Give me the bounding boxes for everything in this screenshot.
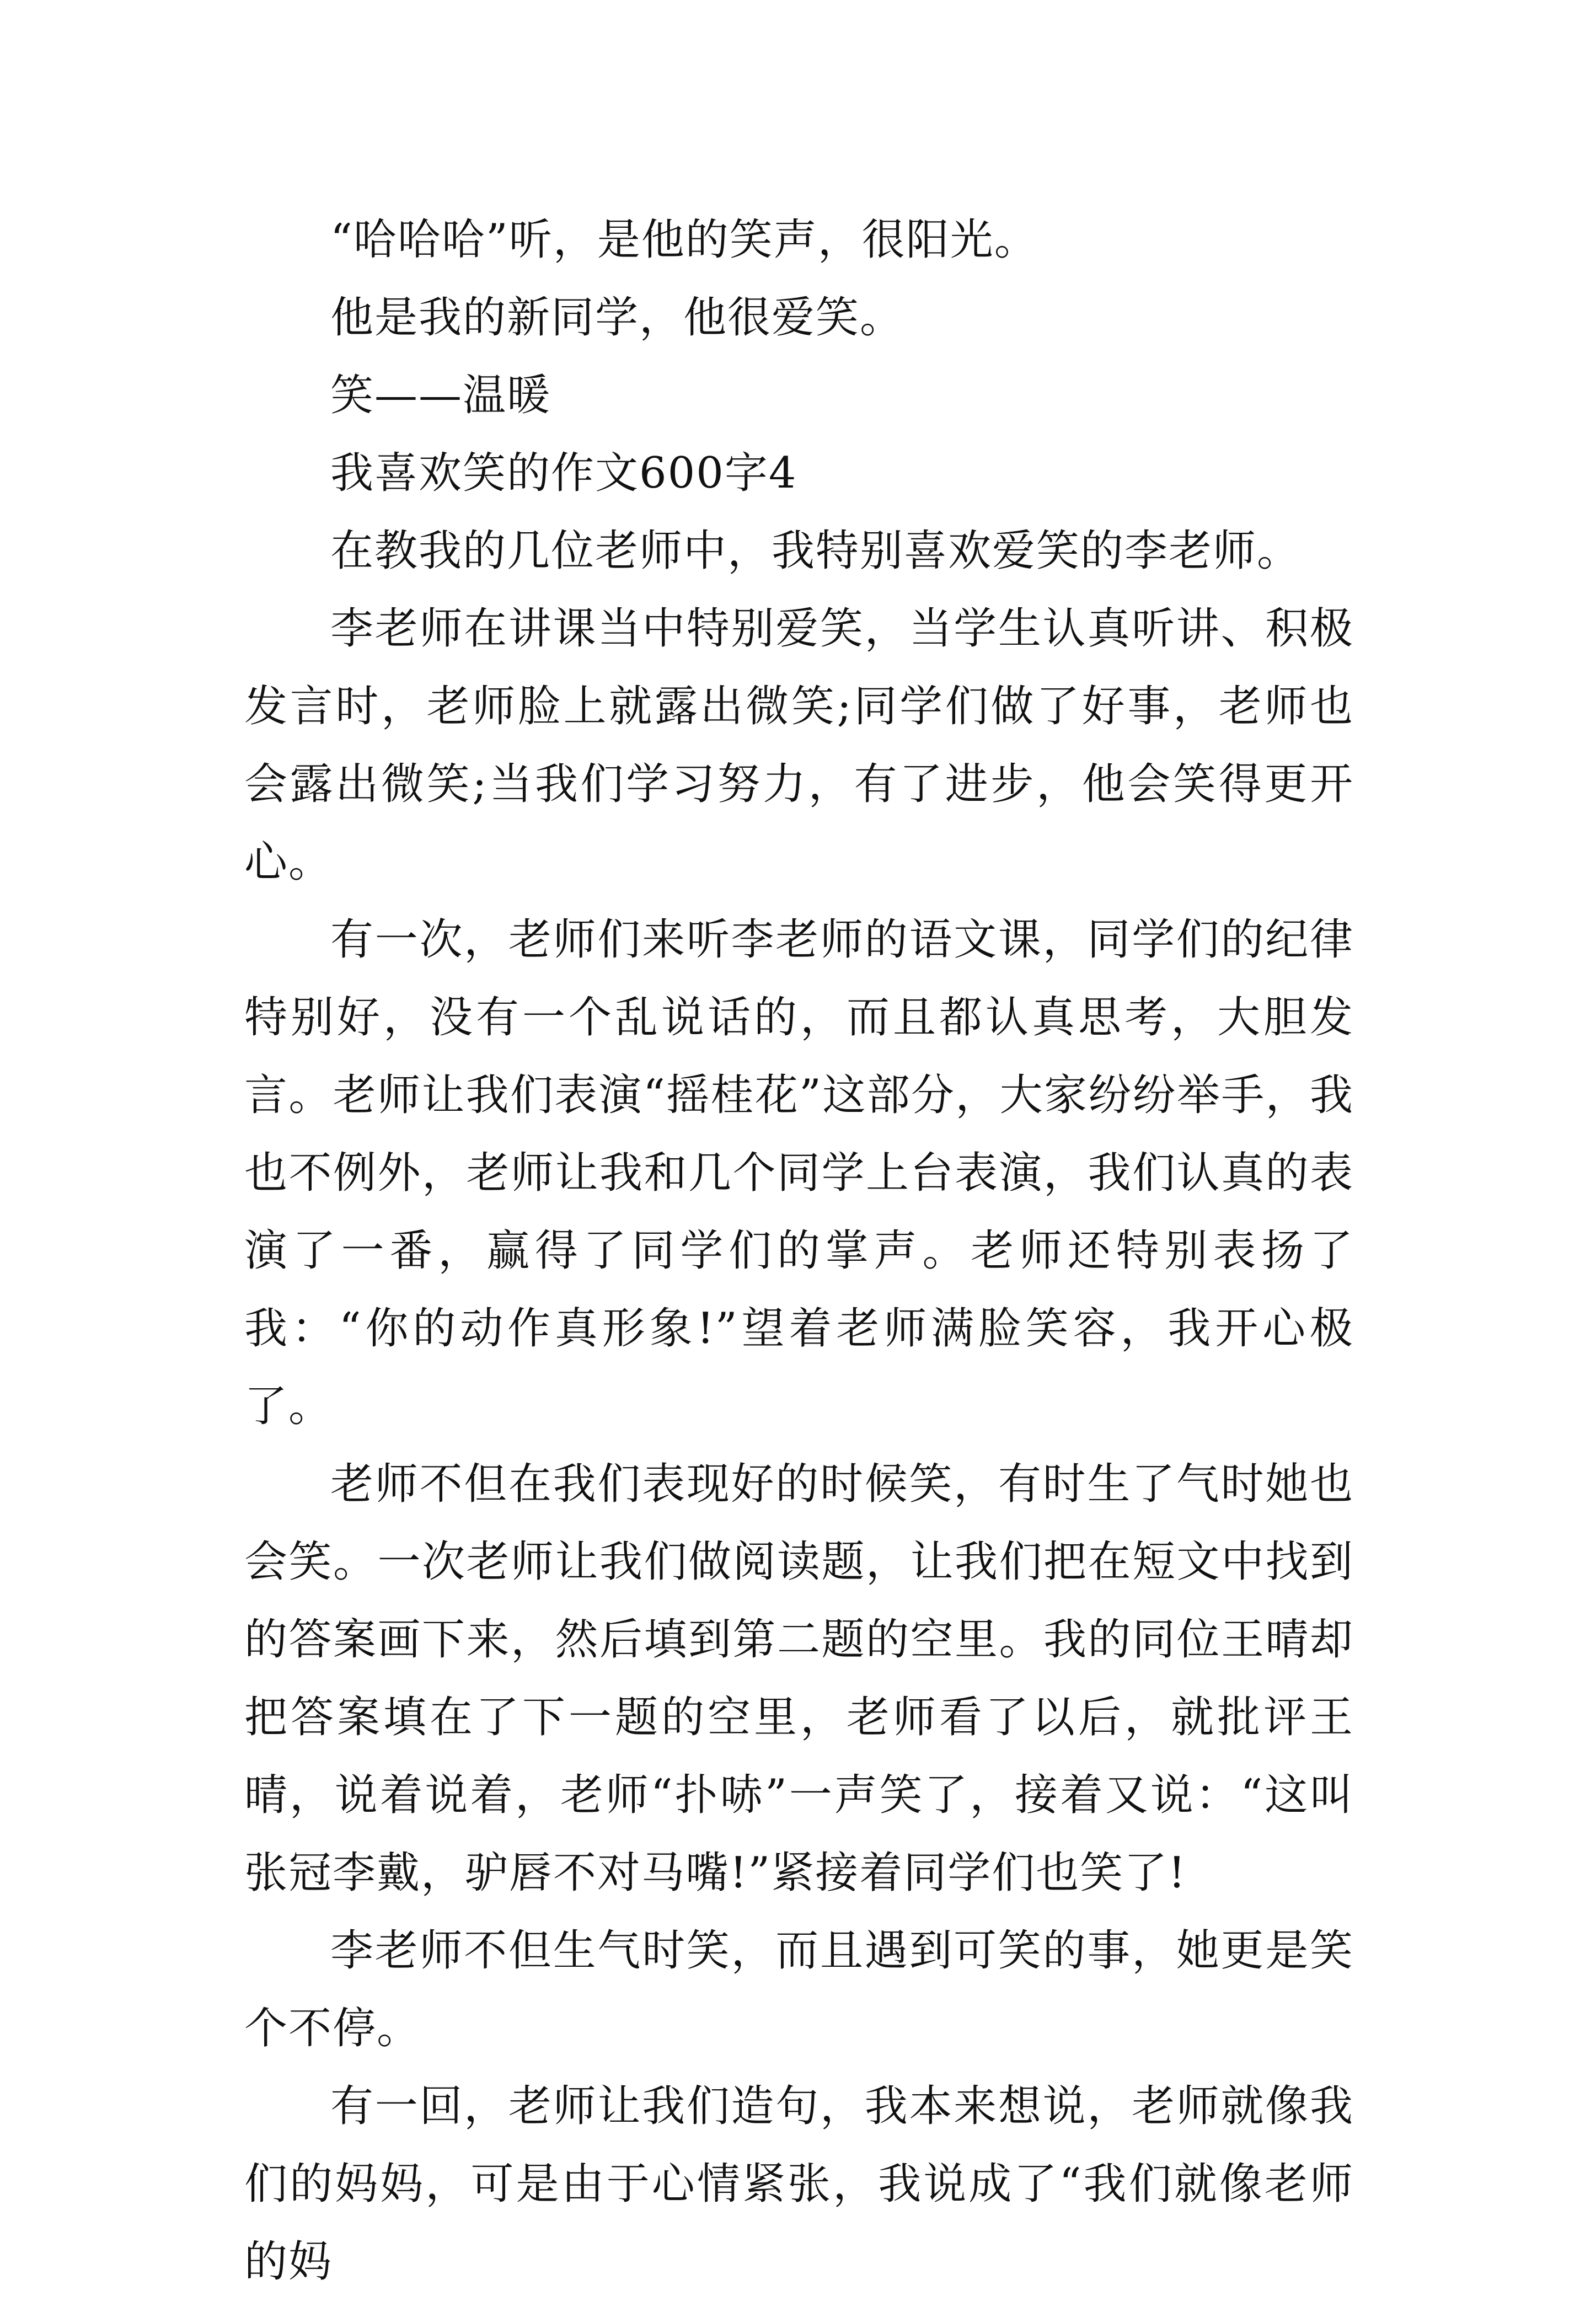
paragraph-favorite-teacher: 在教我的几位老师中，我特别喜欢爱笑的李老师。 <box>330 526 1302 576</box>
essay-body <box>244 201 1354 2301</box>
essay-heading: 我喜欢笑的作文600字4 <box>330 448 797 498</box>
paragraph-laughter-sound: “哈哈哈”听，是他的笑声，很阳光。 <box>330 215 1038 265</box>
paragraph-teacher-smiles: 李老师在讲课当中特别爱笑，当学生认真听讲、积极发言时，老师脸上就露出微笑;同学们做了好事，老师也会露出微笑;当我们学习努力，有了进步，他会笑得更开心。 <box>244 604 1354 887</box>
paragraph-new-classmate: 他是我的新同学，他很爱笑。 <box>330 293 904 343</box>
paragraph-section-end: 笑——温暖 <box>330 371 551 420</box>
paragraph-sentence-making: 有一回，老师让我们造句，我本来想说，老师就像我们的妈妈，可是由于心情紧张，我说成了“我们就像老师的妈 <box>244 2081 1354 2287</box>
paragraph-chinese-class: 有一次，老师们来听李老师的语文课，同学们的纪律特别好，没有一个乱说话的，而且都认真思考，大胆发言。老师让我们表演“摇桂花”这部分，大家纷纷举手，我也不例外，老师让我和几个同学上台表演，我们认真的表演了一番，赢得了同学们的掌声。老师还特别表扬了我：“你的动作真形象!”望着老师满脸笑容，我开心极了。 <box>244 915 1354 1431</box>
paragraph-funny-things: 李老师不但生气时笑，而且遇到可笑的事，她更是笑个不停。 <box>244 1926 1354 2053</box>
paragraph-angry-laugh: 老师不但在我们表现好的时候笑，有时生了气时她也会笑。一次老师让我们做阅读题，让我们把在短文中找到的答案画下来，然后填到第二题的空里。我的同位王晴却把答案填在了下一题的空里，老师看了以后，就批评王晴，说着说着，老师“扑哧”一声笑了，接着又说：“这叫张冠李戴，驴唇不对马嘴!”紧接着同学们也笑了! <box>244 1459 1354 1898</box>
